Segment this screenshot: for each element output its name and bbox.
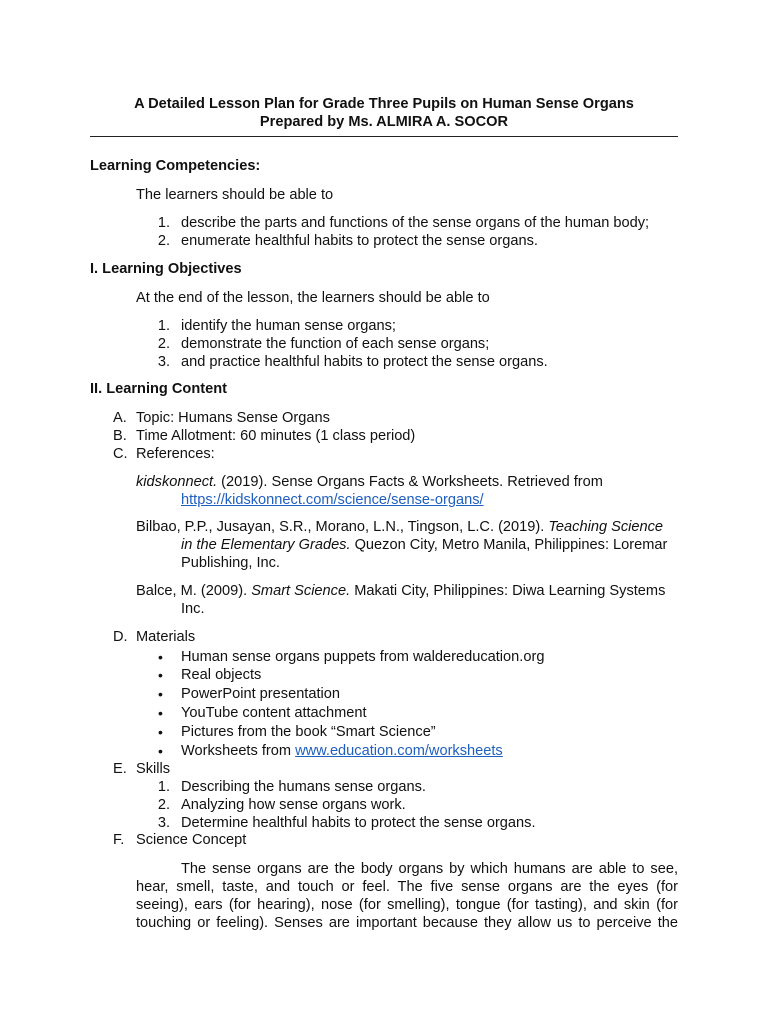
letter-marker: C.	[113, 446, 128, 462]
reference-1-author: kidskonnect.	[136, 474, 218, 490]
reference-2-line1	[136, 518, 663, 536]
skill-item-1: Describing the humans sense organs.	[181, 779, 426, 795]
concept-paragraph-line4	[136, 914, 678, 932]
objectives-intro: At the end of the lesson, the learners should be able to	[136, 290, 490, 306]
letter-marker: A.	[113, 410, 127, 426]
letter-marker: E.	[113, 761, 127, 777]
list-number: 1.	[157, 318, 170, 334]
skill-item-2: Analyzing how sense organs work.	[181, 797, 406, 813]
bullet-icon: •	[158, 743, 163, 759]
reference-2-title-b: in the Elementary Grades.	[181, 537, 351, 553]
letter-marker: F.	[113, 832, 125, 848]
concept-line-text: touching or feeling). Senses are important because they allow us to perceive the	[136, 915, 678, 931]
list-number: 3.	[157, 815, 170, 831]
reference-3-title: Smart Science.	[251, 583, 351, 599]
bullet-icon: •	[158, 686, 163, 702]
competencies-heading: Learning Competencies:	[90, 158, 261, 174]
worksheets-link[interactable]: www.education.com/worksheets	[295, 743, 503, 759]
concept-paragraph-line3	[136, 896, 678, 914]
document-title-line1: A Detailed Lesson Plan for Grade Three Pupils on Human Sense Organs	[134, 96, 634, 112]
reference-2-publisher: Quezon City, Metro Manila, Philippines: Loremar	[350, 537, 668, 553]
objective-item-2: demonstrate the function of each sense organs;	[181, 336, 490, 352]
letter-marker: B.	[113, 428, 127, 444]
material-item-3: PowerPoint presentation	[181, 686, 341, 702]
bullet-icon: •	[158, 705, 163, 721]
bullet-icon: •	[158, 649, 163, 665]
reference-2-line2	[181, 536, 667, 554]
document-title-line2: Prepared by Ms. ALMIRA A. SOCOR	[259, 114, 509, 130]
objectives-heading: I. Learning Objectives	[90, 261, 242, 277]
bullet-icon: •	[158, 667, 163, 683]
competency-item-1: describe the parts and functions of the sense organs of the human body;	[181, 215, 650, 231]
list-number: 2.	[157, 797, 170, 813]
skill-item-3: Determine healthful habits to protect the sense organs.	[181, 815, 536, 831]
reference-2-authors: Bilbao, P.P., Jusayan, S.R., Morano, L.N., Tingson, L.C. (2019).	[136, 519, 549, 535]
objective-item-1: identify the human sense organs;	[181, 318, 396, 334]
reference-3-author: Balce, M. (2009).	[136, 583, 252, 599]
science-concept-label: Science Concept	[136, 832, 247, 848]
concept-paragraph-line1	[136, 860, 678, 878]
reference-2-title-a: Teaching Science	[548, 519, 664, 535]
reference-3-line2: Inc.	[181, 601, 205, 617]
concept-line-text: The sense organs are the body organs by which humans are able to see,	[181, 861, 678, 877]
material-item-4: YouTube content attachment	[181, 705, 367, 721]
list-number: 1.	[157, 215, 170, 231]
content-references-label: References:	[136, 446, 215, 462]
material-item-2: Real objects	[181, 667, 262, 683]
content-heading: II. Learning Content	[90, 381, 228, 397]
list-number: 1.	[157, 779, 170, 795]
reference-1-text: (2019). Sense Organs Facts & Worksheets. Retrieved from	[217, 474, 603, 490]
material-item-6	[181, 742, 503, 760]
reference-1-link[interactable]: https://kidskonnect.com/science/sense-organs/	[181, 492, 484, 508]
bullet-icon: •	[158, 724, 163, 740]
concept-line-text: hear, smell, taste, and touch or feel. The five sense organs are the eyes (for	[136, 879, 678, 895]
objective-item-3: and practice healthful habits to protect the sense organs.	[181, 354, 548, 370]
reference-3-publisher: Makati City, Philippines: Diwa Learning Systems	[350, 583, 666, 599]
reference-2-line3: Publishing, Inc.	[181, 555, 280, 571]
skills-label: Skills	[136, 761, 171, 777]
content-topic: Topic: Humans Sense Organs	[136, 410, 330, 426]
title-divider	[90, 136, 678, 137]
reference-1	[136, 473, 603, 491]
concept-paragraph-line2	[136, 878, 678, 896]
list-number: 3.	[157, 354, 170, 370]
reference-3-line1	[136, 582, 665, 600]
materials-label: Materials	[136, 629, 196, 645]
material-item-1: Human sense organs puppets from waldereducation.org	[181, 649, 545, 665]
list-number: 2.	[157, 336, 170, 352]
list-number: 2.	[157, 233, 170, 249]
letter-marker: D.	[113, 629, 128, 645]
competencies-intro: The learners should be able to	[136, 187, 334, 203]
material-item-6-text: Worksheets from	[181, 743, 296, 759]
competency-item-2: enumerate healthful habits to protect the sense organs.	[181, 233, 538, 249]
material-item-5: Pictures from the book “Smart Science”	[181, 724, 436, 740]
content-time-allotment: Time Allotment: 60 minutes (1 class period)	[136, 428, 416, 444]
concept-line-text: seeing), ears (for hearing), nose (for smelling), tongue (for tasting), and skin (for	[136, 897, 678, 913]
